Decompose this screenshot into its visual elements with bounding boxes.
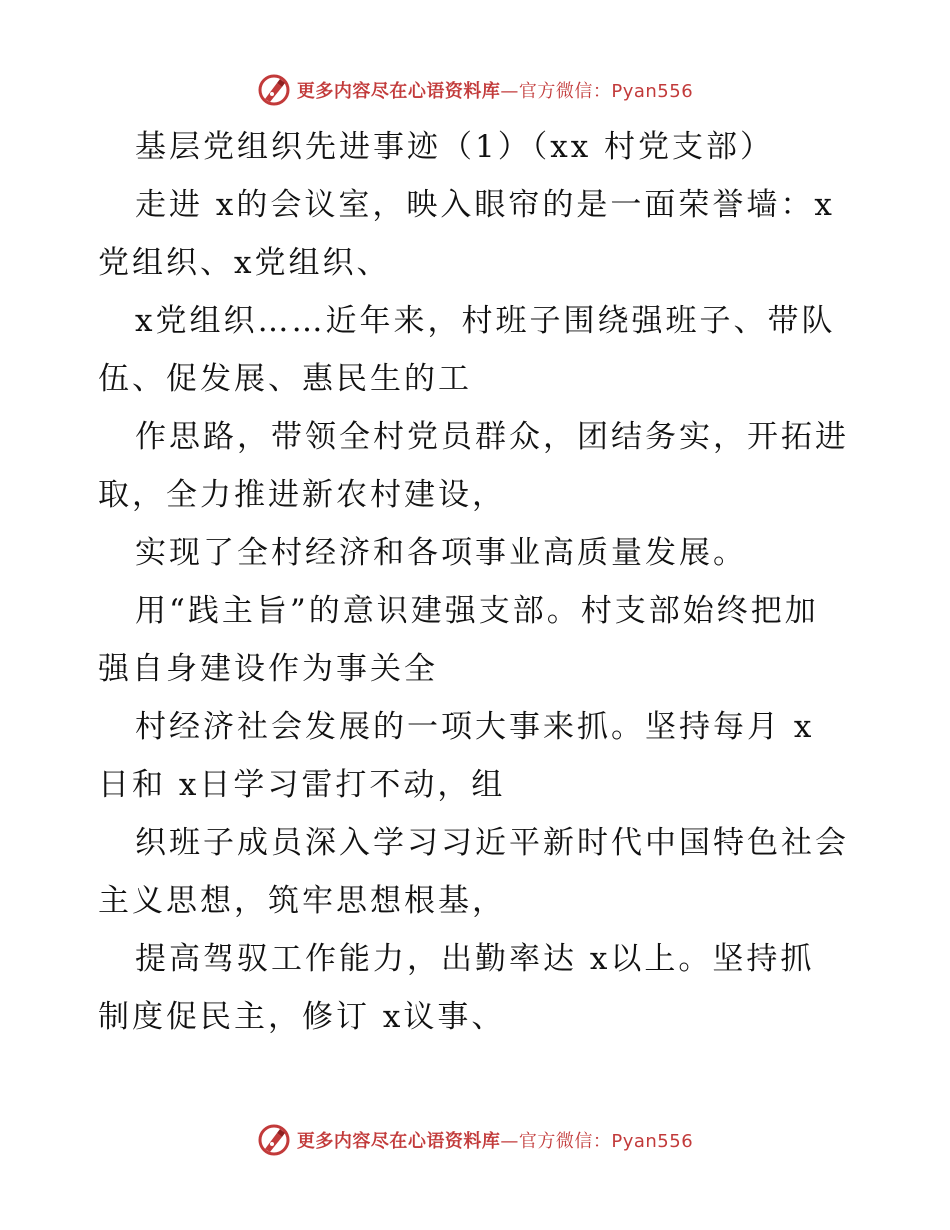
- paragraph-line: 织班子成员深入学习习近平新时代中国特色社会: [135, 825, 849, 861]
- watermark-text: 更多内容尽在心语资料库—官方微信：Pyan556: [296, 1131, 694, 1152]
- paragraph-line: 提高驾驭工作能力，出勤率达 x以上。坚持抓: [135, 941, 815, 977]
- pen-logo-icon: [257, 1123, 291, 1157]
- paragraph-line: 实现了全村经济和各项事业高质量发展。: [135, 535, 747, 571]
- paragraph-line: 走进 x的会议室，映入眼帘的是一面荣誉墙：x: [135, 187, 835, 223]
- paragraph-line: 基层党组织先进事迹（1）（xx 村党支部）: [135, 129, 775, 165]
- watermark-text: 更多内容尽在心语资料库—官方微信：Pyan556: [296, 81, 694, 102]
- paragraph-line: 村经济社会发展的一项大事来抓。坚持每月 x: [135, 709, 815, 745]
- footer-watermark: [0, 1120, 950, 1160]
- pen-logo-icon: [257, 73, 291, 107]
- paragraph-line: 伍、促发展、惠民生的工: [98, 361, 472, 397]
- paragraph-line: 制度促民主，修订 x议事、: [98, 999, 506, 1035]
- paragraph-line: 用“践主旨”的意识建强支部。村支部始终把加: [135, 593, 819, 629]
- paragraph-line: 主义思想，筑牢思想根基，: [98, 883, 506, 919]
- paragraph-line: 党组织、x党组织、: [98, 245, 391, 281]
- paragraph-line: 日和 x日学习雷打不动，组: [98, 767, 506, 803]
- paragraph-line: x党组织……近年来，村班子围绕强班子、带队: [135, 303, 836, 339]
- paragraph-line: 取，全力推进新农村建设，: [98, 477, 506, 513]
- header-watermark: [0, 70, 950, 110]
- document-body: [98, 118, 858, 1046]
- paragraph-line: 作思路，带领全村党员群众，团结务实，开拓进: [135, 419, 849, 455]
- paragraph-line: 强自身建设作为事关全: [98, 651, 438, 687]
